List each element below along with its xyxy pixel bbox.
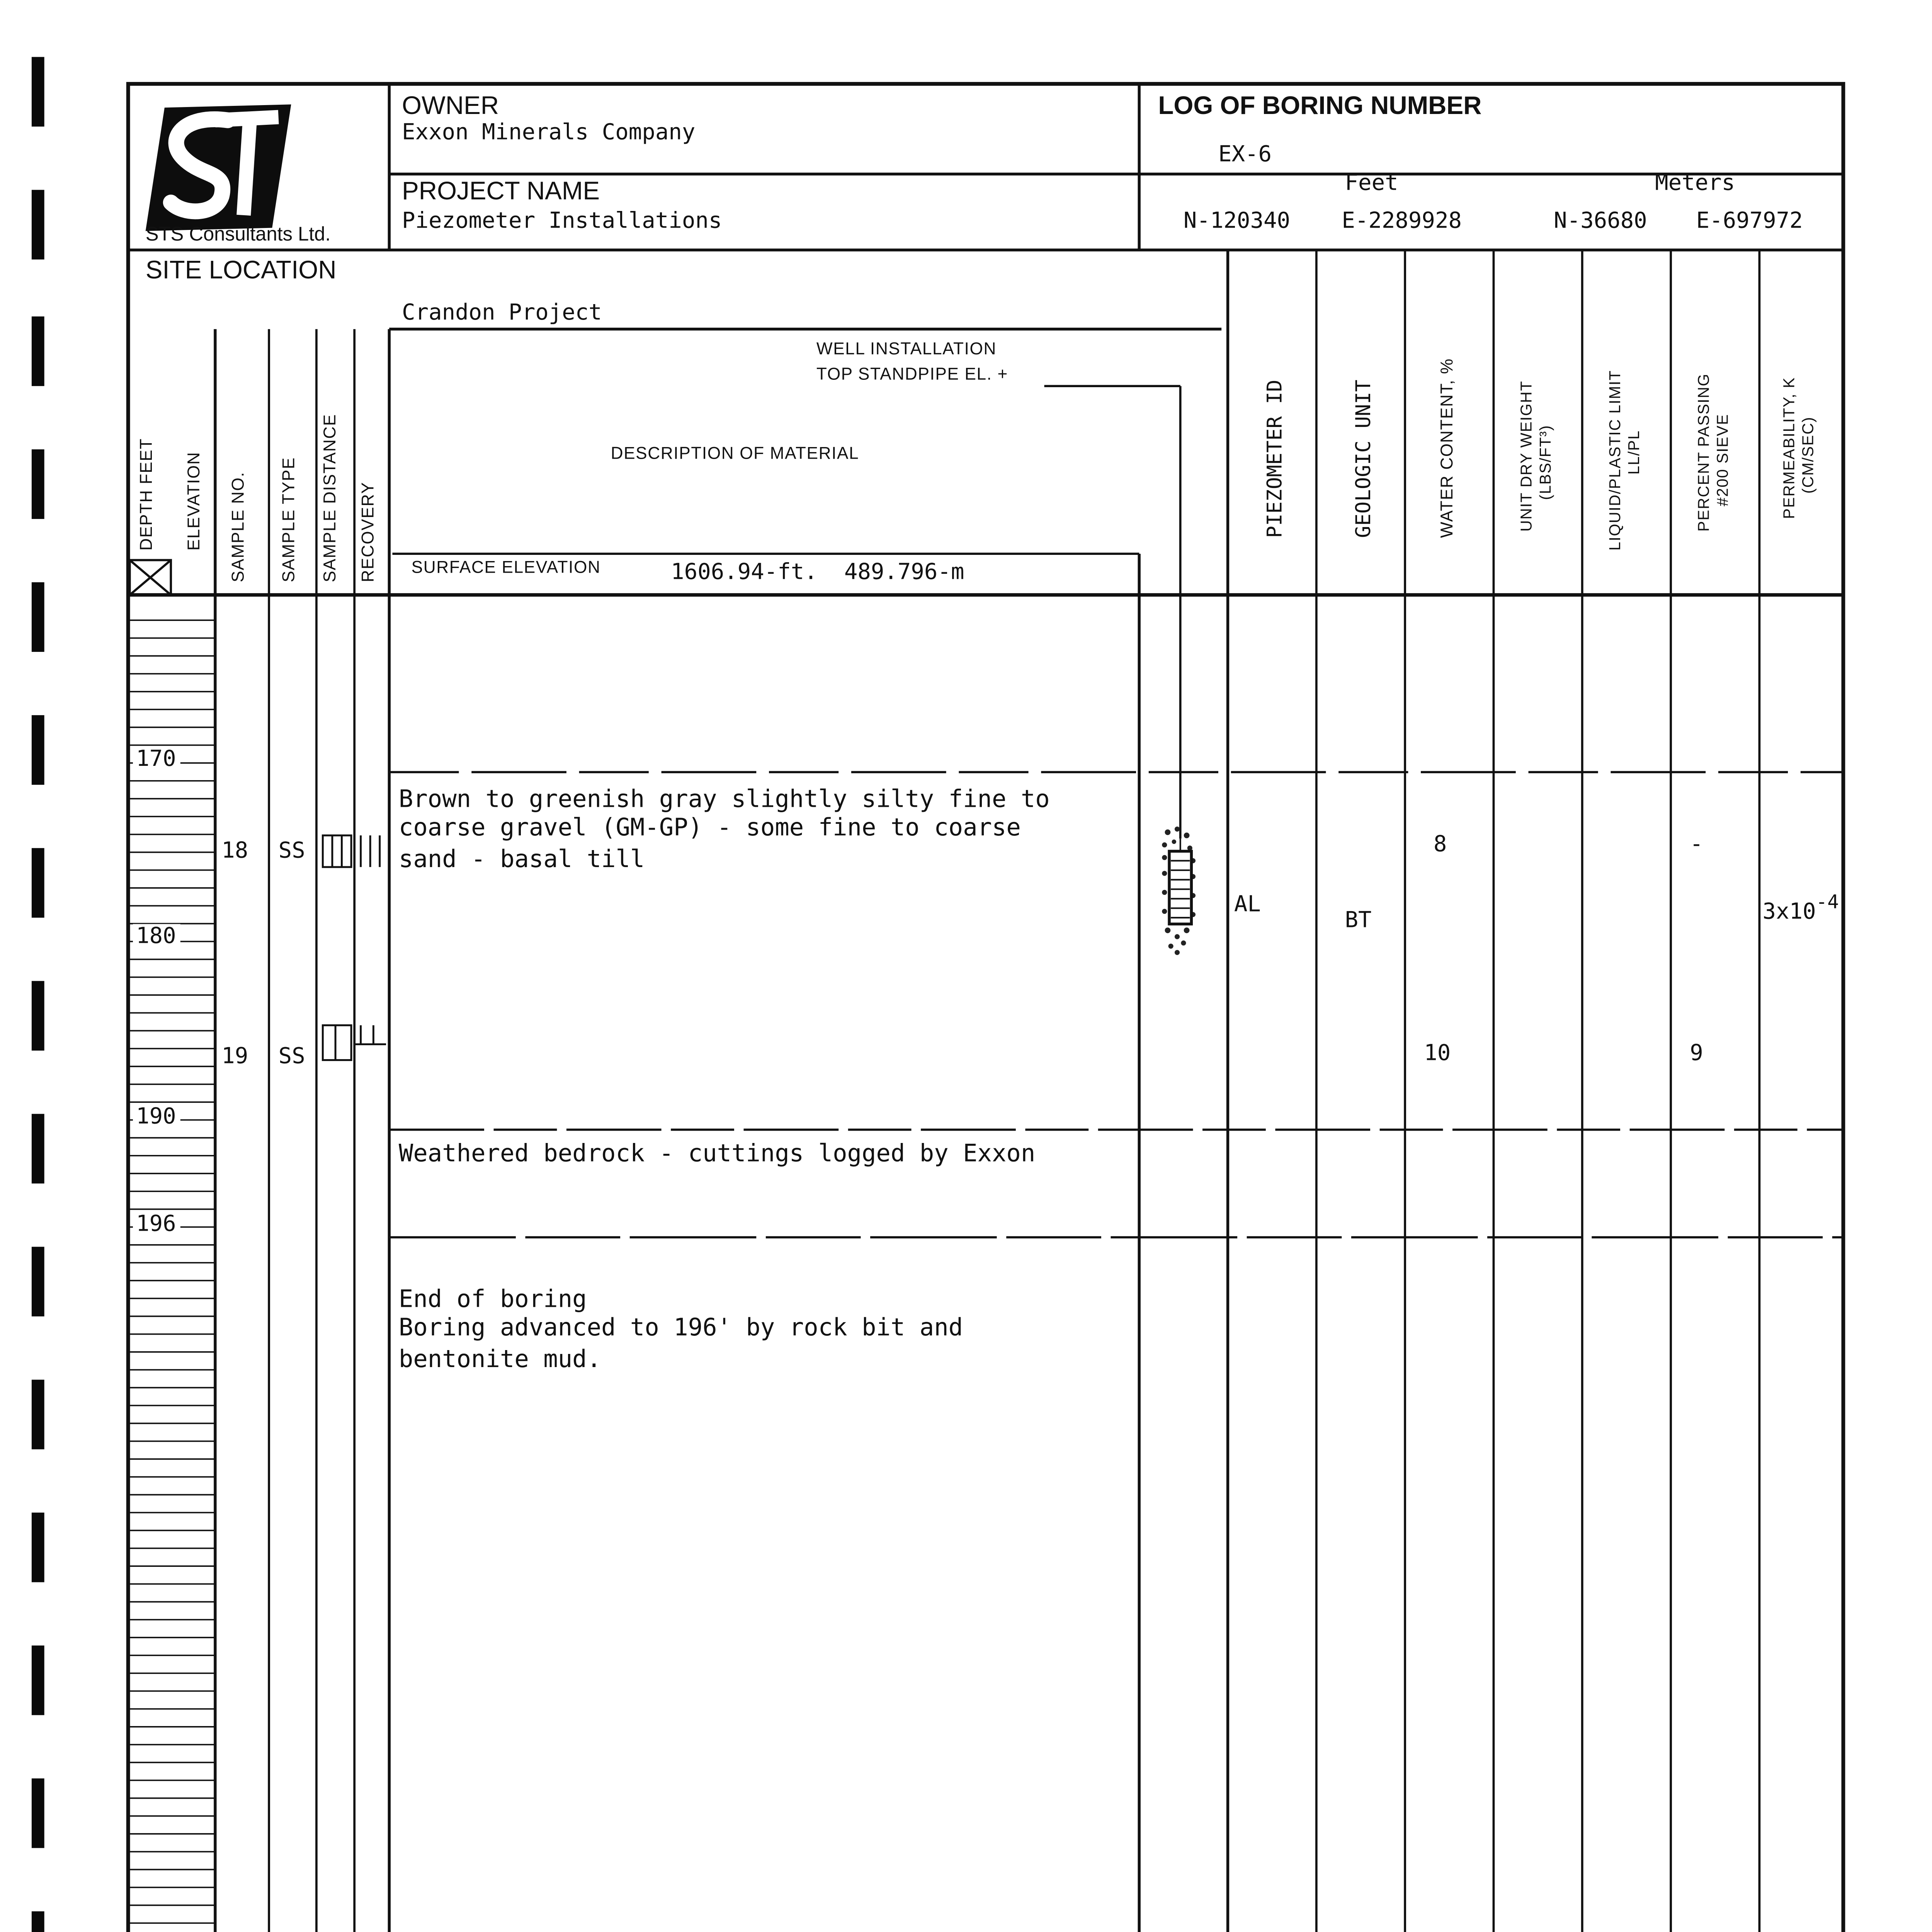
col-depth-feet: DEPTH FEET bbox=[139, 438, 158, 551]
percent-passing-value: - bbox=[1690, 832, 1703, 858]
piezometer-id-value: AL bbox=[1234, 892, 1261, 918]
depth-mark: 170 bbox=[133, 747, 179, 772]
description-line: Weathered bedrock - cuttings logged by Exxon bbox=[398, 1139, 1036, 1168]
col-sample-distance: SAMPLE DISTANCE bbox=[323, 413, 342, 582]
col-liquid-plastic-limit: LIQUID/PLASTIC LIMIT bbox=[1607, 370, 1627, 551]
description-line: Boring advanced to 196' by rock bit and bbox=[398, 1314, 963, 1343]
col-200-sieve: #200 SIEVE bbox=[1715, 413, 1734, 507]
coord-e-feet: E-2289928 bbox=[1342, 209, 1462, 235]
water-content-value: 10 bbox=[1424, 1041, 1451, 1066]
percent-passing-value: 9 bbox=[1690, 1041, 1703, 1066]
col-sample-type: SAMPLE TYPE bbox=[281, 457, 301, 582]
col-elevation: ELEVATION bbox=[187, 451, 206, 551]
stratum-description bbox=[399, 1139, 1035, 1168]
depth-mark: 190 bbox=[133, 1104, 179, 1130]
description-line: sand - basal till bbox=[398, 844, 645, 873]
col-description: DESCRIPTION OF MATERIAL bbox=[611, 446, 859, 465]
site-location-value: Crandon Project bbox=[402, 301, 602, 326]
depth-mark: 196 bbox=[133, 1212, 179, 1238]
col-permeability-units: (CM/SEC) bbox=[1800, 416, 1820, 494]
depth-mark: 180 bbox=[133, 924, 179, 949]
owner-label: OWNER bbox=[402, 92, 499, 121]
feet-label: Feet bbox=[1345, 171, 1398, 196]
coord-n-feet: N-120340 bbox=[1183, 209, 1291, 235]
description-line: coarse gravel (GM-GP) - some fine to coarse bbox=[398, 815, 1021, 843]
project-label: PROJECT NAME bbox=[402, 177, 600, 206]
col-unit-dry-weight-units: (LBS/FT³) bbox=[1538, 425, 1557, 500]
depth-scale-ticks bbox=[130, 620, 215, 1932]
water-content-value: 8 bbox=[1433, 832, 1447, 858]
piezometer-screen-drawing bbox=[1162, 827, 1196, 955]
stratum-description bbox=[399, 1285, 963, 1374]
description-line: Brown to greenish gray slightly silty fine to bbox=[398, 784, 1050, 813]
project-value: Piezometer Installations bbox=[402, 209, 722, 235]
permeability-value bbox=[1763, 892, 1839, 925]
log-of-boring-label: LOG OF BORING NUMBER bbox=[1158, 92, 1482, 121]
owner-value: Exxon Minerals Company bbox=[402, 120, 696, 146]
surface-elevation-value: 1606.94-ft. 489.796-m bbox=[671, 560, 964, 586]
col-water-content: WATER CONTENT, % bbox=[1440, 358, 1459, 538]
sts-logo-icon bbox=[146, 104, 291, 231]
col-recovery: RECOVERY bbox=[361, 481, 380, 582]
sample-number: 18 bbox=[221, 838, 248, 864]
permeability-exponent: -4 bbox=[1816, 892, 1839, 915]
permeability-base: 3x10 bbox=[1762, 900, 1816, 925]
meters-label: Meters bbox=[1655, 171, 1735, 196]
coord-e-meters: E-697972 bbox=[1696, 209, 1803, 235]
description-line: End of boring bbox=[398, 1284, 587, 1313]
col-percent-passing: PERCENT PASSING bbox=[1696, 373, 1715, 532]
coord-n-meters: N-36680 bbox=[1554, 209, 1647, 235]
sample-number: 19 bbox=[221, 1044, 248, 1070]
top-standpipe-label: TOP STANDPIPE EL. + bbox=[816, 367, 1008, 386]
surface-elevation-label: SURFACE ELEVATION bbox=[411, 560, 601, 579]
col-ll-pl: LL/PL bbox=[1626, 430, 1646, 475]
sample-type: SS bbox=[278, 1044, 305, 1070]
col-geologic-unit: GEOLOGIC UNIT bbox=[1351, 379, 1377, 538]
col-unit-dry-weight: UNIT DRY WEIGHT bbox=[1519, 380, 1538, 532]
col-piezometer-id: PIEZOMETER ID bbox=[1262, 379, 1288, 538]
company-name: STS Consultants Ltd. bbox=[145, 224, 331, 247]
stratum-description bbox=[399, 785, 1050, 874]
site-location-label: SITE LOCATION bbox=[145, 256, 337, 285]
col-sample-no: SAMPLE NO. bbox=[231, 471, 250, 582]
description-line: bentonite mud. bbox=[398, 1344, 602, 1373]
well-installation-label: WELL INSTALLATION bbox=[816, 342, 997, 361]
col-permeability: PERMEABILITY, K bbox=[1781, 377, 1801, 519]
geologic-unit-value: BT bbox=[1345, 908, 1372, 934]
boring-number: EX-6 bbox=[1218, 142, 1272, 168]
sample-type: SS bbox=[278, 838, 305, 864]
